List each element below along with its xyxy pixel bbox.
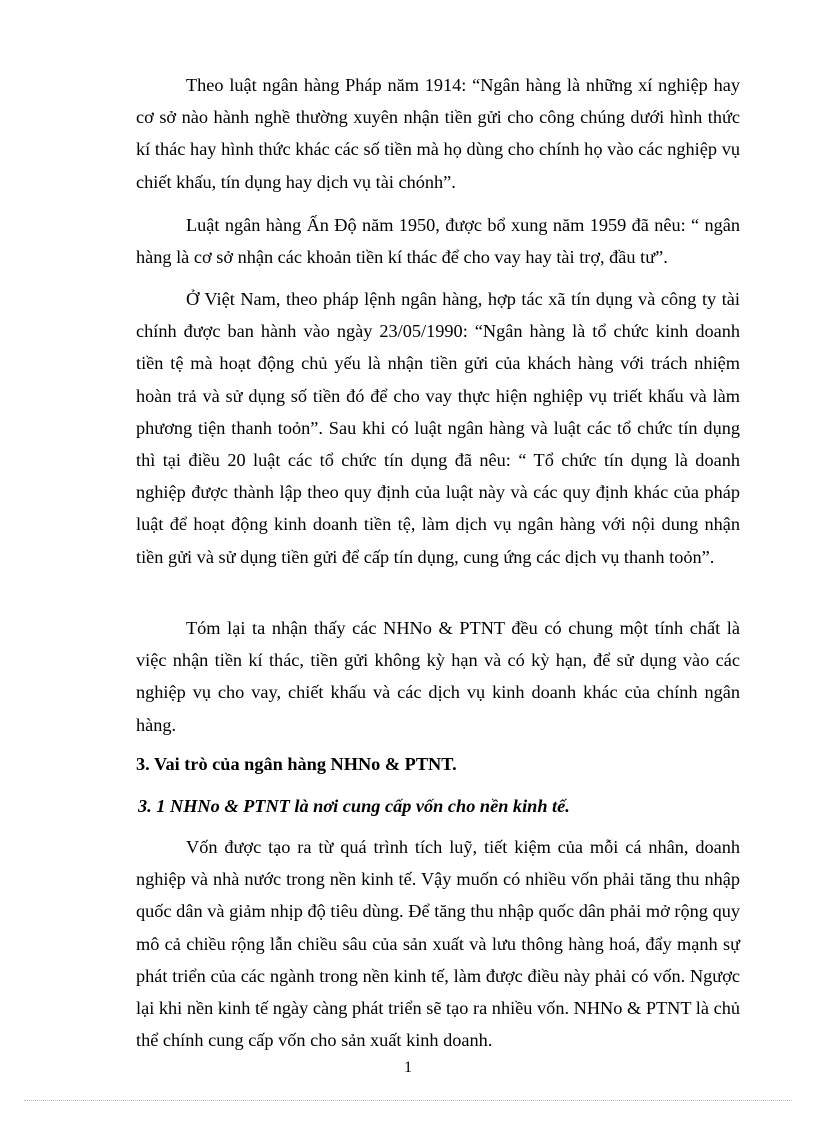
- section-heading: 3. Vai trò của ngân hàng NHNo & PTNT.: [136, 754, 457, 774]
- footer-divider: [24, 1100, 792, 1101]
- subsection-heading: 3. 1 NHNo & PTNT là nơi cung cấp vốn cho nền kinh tế.: [138, 796, 570, 816]
- paragraph-vietnam-law: Ở Việt Nam, theo pháp lệnh ngân hàng, hợp tác xã tín dụng và công ty tài chính được ban hành vào ngày 23/05/1990: “Ngân hàng là tổ chức kinh doanh tiền tệ mà hoạt động chủ yếu là nhận tiền gửi của khách hàng với trách nhiệm hoàn trả và sử dụng số tiền đó để cho vay thực hiện nghiệp vụ triết khấu và làm phương tiện thanh toỏn”. Sau khi có luật ngân hàng và luật các tổ chức tín dụng thì tại điều 20 luật các tổ chức tín dụng đã nêu: “ Tổ chức tín dụng là doanh nghiệp được thành lập theo quy định của luật này và các quy định khác của pháp luật để hoạt động kinh doanh tiền tệ, làm dịch vụ ngân hàng với nội dung nhận tiền gửi và sử dụng tiền gửi để cấp tín dụng, cung ứng các dịch vụ thanh toỏn”.: [136, 289, 740, 567]
- paragraph-capital: Vốn được tạo ra từ quá trình tích luỹ, tiết kiệm của mỗi cá nhân, doanh nghiệp và nhà nước trong nền kinh tế. Vậy muốn có nhiều vốn phải tăng thu nhập quốc dân và giảm nhịp độ tiêu dùng. Để tăng thu nhập quốc dân phải mở rộng quy mô cả chiều rộng lẫn chiều sâu của sản xuất và lưu thông hàng hoá, đẩy mạnh sự phát triển của các ngành trong nền kinh tế, làm được điều này phải có vốn. Ngược lại khi nền kinh tế ngày càng phát triển sẽ tạo ra nhiều vốn. NHNo & PTNT là chủ thể chính cung cấp vốn cho sản xuất kinh doanh.: [136, 837, 740, 1051]
- page-number: 1: [404, 1059, 412, 1076]
- paragraph-france-law: Theo luật ngân hàng Pháp năm 1914: “Ngân hàng là những xí nghiệp hay cơ sở nào hành nghề thường xuyên nhận tiền gửi cho công chúng dưới hình thức kí thác hay hình thức khác các số tiền mà họ dùng cho chính họ vào các nghiệp vụ chiết khấu, tín dụng hay dịch vụ tài chónh”.: [136, 75, 740, 192]
- paragraph-summary: Tóm lại ta nhận thấy các NHNo & PTNT đều có chung một tính chất là việc nhận tiền kí thác, tiền gửi không kỳ hạn và có kỳ hạn, để sử dụng vào các nghiệp vụ cho vay, chiết khấu và các dịch vụ kinh doanh khác của chính ngân hàng.: [136, 618, 740, 735]
- paragraph-india-law: Luật ngân hàng Ấn Độ năm 1950, được bổ xung năm 1959 đã nêu: “ ngân hàng là cơ sở nhận các khoản tiền kí thác để cho vay hay tài trợ, đầu tư”.: [136, 215, 740, 268]
